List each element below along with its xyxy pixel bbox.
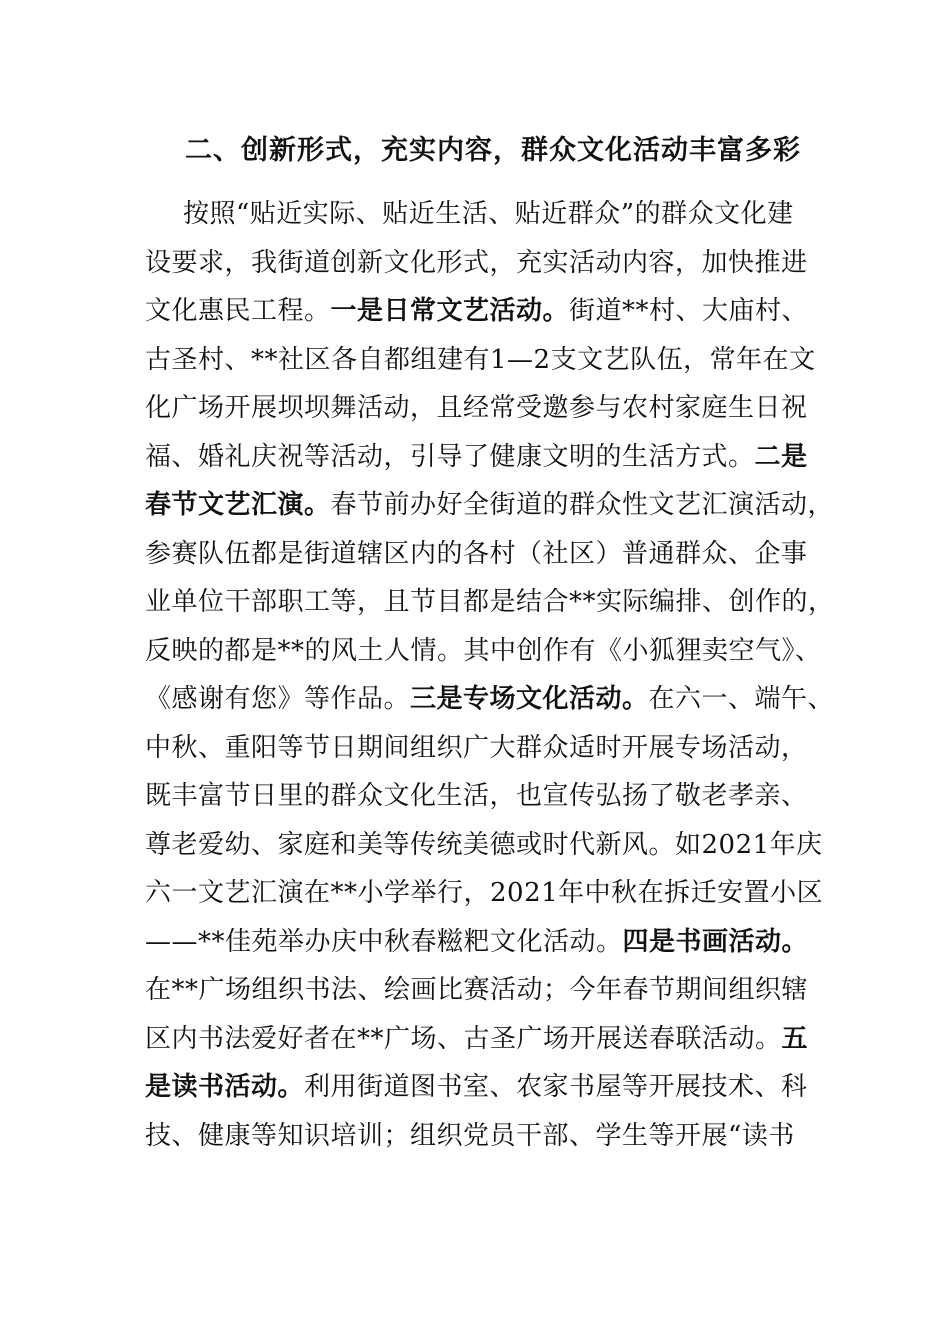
text-run: 参赛队伍都是街道辖区内的各村（社区）普通群众、企事 <box>145 538 808 569</box>
body-paragraph <box>145 190 835 1160</box>
text-run: 古圣村、**社区各自都组建有1—2支文艺队伍，常年在文 <box>145 344 816 375</box>
text-line <box>145 433 815 482</box>
text-run: ——**佳苑举办庆中秋春糍粑文化活动。 <box>145 926 623 957</box>
bold-phrase: 是读书活动。 <box>145 1072 305 1102</box>
text-run: 街道**村、大庙村、 <box>569 296 809 326</box>
text-run: 业单位干部职工等，且节目都是结合**实际编排、创作的， <box>145 587 835 617</box>
text-run: 设要求，我街道创新文化形式，充实活动内容，加快推进 <box>145 247 808 278</box>
text-run: 区内书法爱好者在**广场、古圣广场开展送春联活动。 <box>145 1023 782 1054</box>
text-line <box>145 772 815 821</box>
bold-phrase: 四是书画活动。 <box>622 926 809 957</box>
text-line <box>145 336 815 385</box>
text-line <box>145 675 835 724</box>
bold-phrase: 五 <box>781 1023 809 1054</box>
text-line <box>145 724 815 773</box>
text-line <box>145 627 822 676</box>
text-line <box>145 530 815 579</box>
text-run: 反映的都是**的风土人情。其中创作有《小狐狸卖空气》、 <box>145 635 822 666</box>
text-run: 技、健康等知识培训；组织党员干部、学生等开展“读书 <box>145 1120 795 1151</box>
text-line <box>145 578 835 627</box>
text-line <box>145 1063 815 1112</box>
text-run: 化广场开展坝坝舞活动，且经常受邀参与农村家庭生日祝 <box>145 393 808 423</box>
text-run: 在六一、端午、 <box>648 684 835 714</box>
text-line <box>145 190 815 239</box>
text-run: 在**广场组织书法、绘画比赛活动；今年春节期间组织辖 <box>145 975 809 1005</box>
section-heading: 二、创新形式，充实内容，群众文化活动丰富多彩 <box>185 135 801 166</box>
text-run: 春节前办好全街道的群众性文艺汇演活动， <box>330 490 835 520</box>
text-line <box>145 481 835 530</box>
text-run: 中秋、重阳等节日期间组织广大群众适时开展专场活动， <box>145 732 808 763</box>
text-line <box>145 1015 815 1064</box>
text-run: 既丰富节日里的群众文化生活，也宣传弘扬了敬老孝亲、 <box>145 781 808 811</box>
text-line <box>145 287 815 336</box>
text-run: 尊老爱幼、家庭和美等传统美德或时代新风。如2021年庆 <box>145 829 823 860</box>
text-run: 福、婚礼庆祝等活动，引导了健康文明的生活方式。 <box>145 441 755 472</box>
text-line <box>145 869 824 918</box>
bold-phrase: 春节文艺汇演。 <box>145 490 331 520</box>
text-line <box>145 239 815 288</box>
text-run: 《感谢有您》等作品。 <box>145 684 411 714</box>
bold-phrase: 一是日常文艺活动。 <box>330 296 570 326</box>
text-line <box>145 1112 815 1161</box>
text-line <box>145 821 823 870</box>
text-line <box>145 966 815 1015</box>
bold-phrase: 二是 <box>754 441 808 472</box>
text-line <box>145 384 815 433</box>
text-run: 六一文艺汇演在**小学举行，2021年中秋在拆迁安置小区 <box>145 878 824 908</box>
text-line <box>145 918 815 967</box>
text-run: 按照“贴近实际、贴近生活、贴近群众”的群众文化建 <box>183 199 794 229</box>
text-run: 文化惠民工程。 <box>145 296 331 326</box>
bold-phrase: 三是专场文化活动。 <box>410 684 649 714</box>
text-run: 利用街道图书室、农家书屋等开展技术、科 <box>304 1072 808 1102</box>
